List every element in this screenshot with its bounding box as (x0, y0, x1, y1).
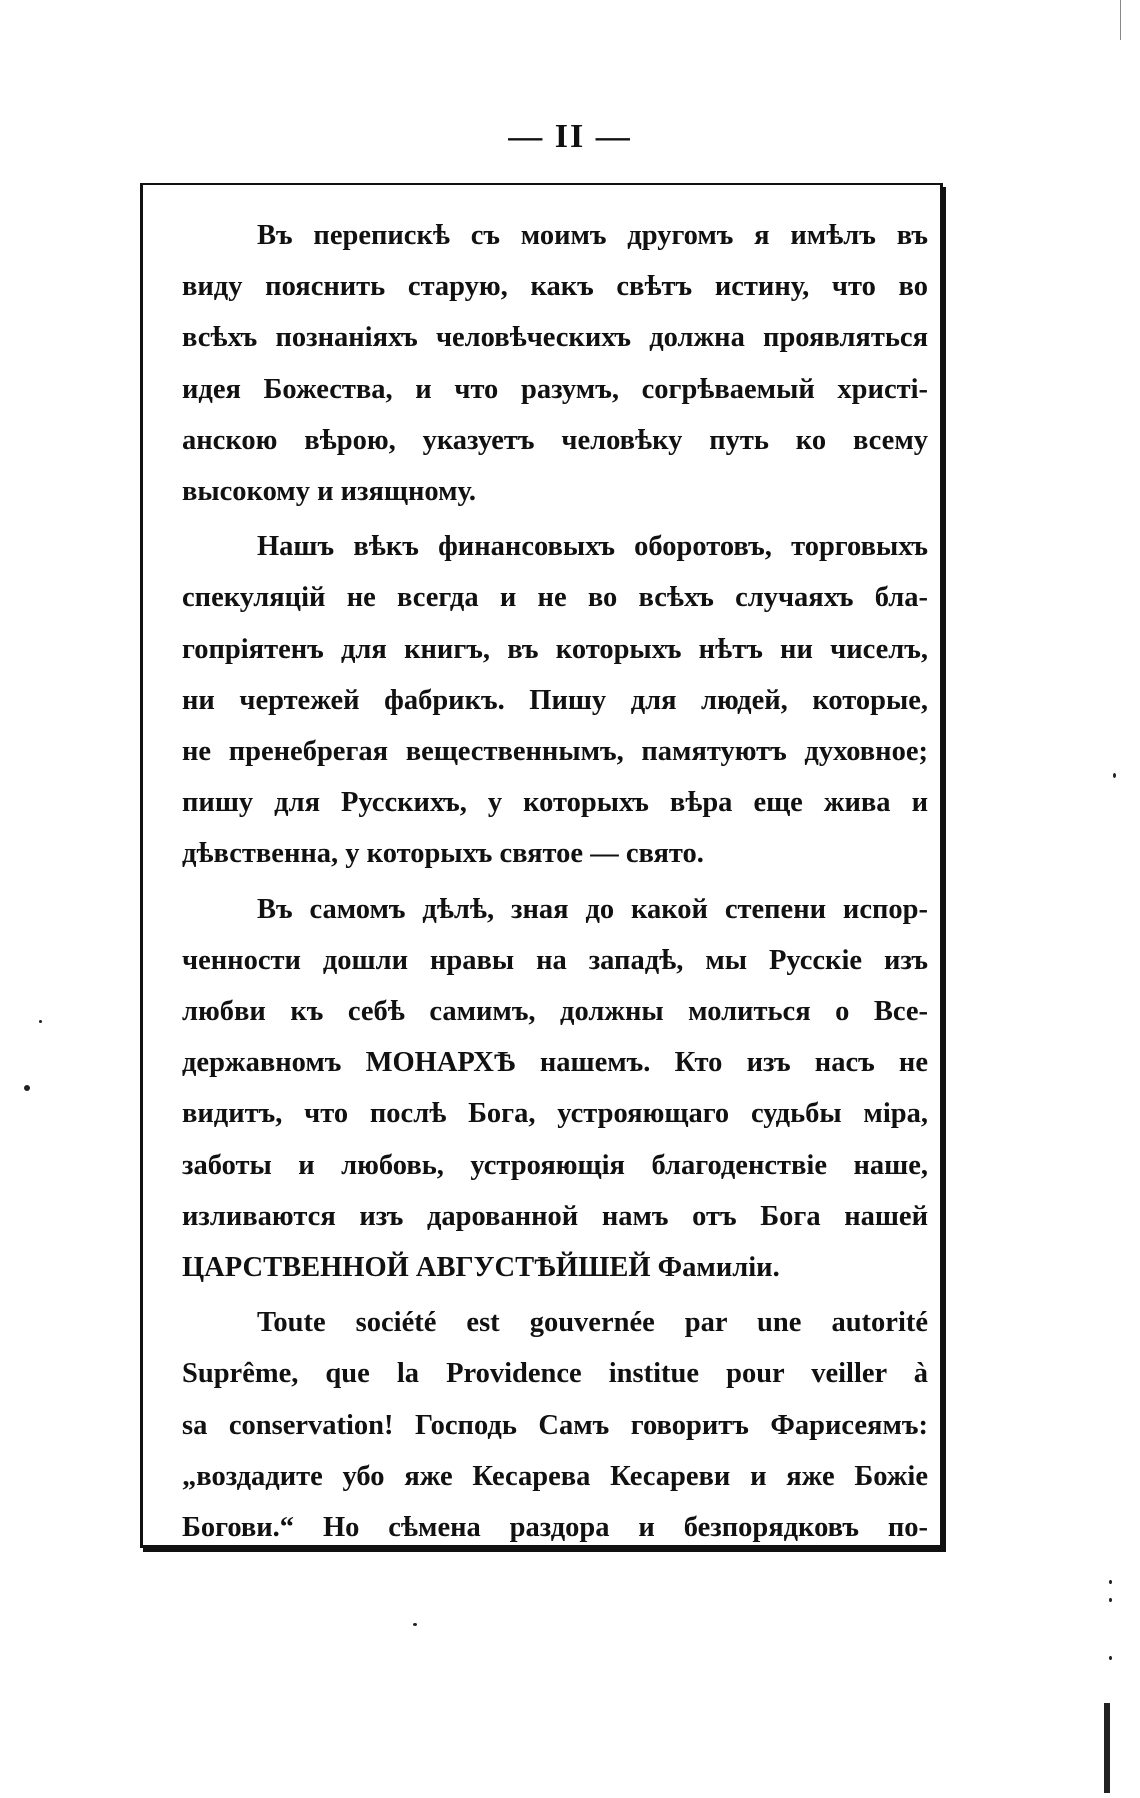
paragraph-4 (182, 1297, 928, 1553)
text-line: изливаются изъ дарованной намъ отъ Бога нашей (182, 1200, 928, 1232)
scan-edge-mark (1120, 0, 1121, 40)
paragraph-2 (182, 521, 928, 879)
scan-speck (1109, 1656, 1112, 1660)
text-line: Toute société est gouvernée par une autorité (257, 1307, 928, 1339)
text-line: высокому и изящному. (182, 476, 477, 508)
text-line: дѣвственна, у которыхъ святое — свято. (182, 838, 704, 870)
scan-speck (1113, 773, 1116, 778)
scan-edge-mark (1104, 1703, 1110, 1793)
text-line: виду пояснить старую, какъ свѣтъ истину, что во (182, 271, 928, 303)
text-line: Suprême, que la Providence institue pour veiller à (182, 1358, 928, 1390)
text-line: sa conservation! Господь Самъ говоритъ Фарисеямъ: (182, 1409, 928, 1441)
text-line: заботы и любовь, устрояющія благоденствіе наше, (182, 1149, 928, 1181)
scan-speck (39, 1020, 42, 1023)
text-line: ченности дошли нравы на западѣ, мы Русскіе изъ (182, 944, 928, 976)
text-line: державномъ МОНАРХѢ нашемъ. Кто изъ насъ не (182, 1047, 928, 1079)
text-line: всѣхъ познаніяхъ человѣческихъ должна проявляться (182, 322, 928, 354)
text-line: пишу для Русскихъ, у которыхъ вѣра еще жива и (182, 787, 928, 819)
scan-speck (1109, 1580, 1112, 1584)
text-line: гопріятенъ для книгъ, въ которыхъ нѣтъ ни чиселъ, (182, 633, 928, 665)
text-line: Нашъ вѣкъ финансовыхъ оборотовъ, торговыхъ (257, 531, 928, 563)
page-number: — II — (508, 118, 632, 155)
scan-speck (24, 1085, 30, 1091)
text-line: видитъ, что послѣ Бога, устрояющаго судьбы міра, (182, 1098, 928, 1130)
text-line: идея Божества, и что разумъ, согрѣваемый христі- (182, 373, 928, 405)
text-line: ЦАРСТВЕННОЙ АВГУСТѢЙШЕЙ Фамиліи. (182, 1252, 780, 1284)
text-line: Въ перепискѣ съ моимъ другомъ я имѣлъ въ (257, 220, 928, 251)
scan-speck (413, 1623, 417, 1626)
text-line: „воздадите убо яже Кесарева Кесареви и яже Божіе (182, 1460, 928, 1492)
body-text (182, 210, 928, 1553)
text-line: не пренебрегая вещественнымъ, памятуютъ духовное; (182, 736, 928, 768)
text-line: Богови.“ Но сѣмена раздора и безпорядковъ по- (182, 1512, 928, 1544)
text-line: анскою вѣрою, указуетъ человѣку путь ко всему (182, 424, 928, 456)
scan-speck (1109, 1598, 1112, 1602)
text-line: любви къ себѣ самимъ, должны молиться о Все- (182, 996, 928, 1028)
text-line: ни чертежей фабрикъ. Пишу для людей, которые, (182, 684, 928, 716)
text-line: Въ самомъ дѣлѣ, зная до какой степени испор- (257, 893, 928, 925)
text-line: спекуляцій не всегда и не во всѣхъ случаяхъ бла- (182, 582, 928, 614)
paragraph-1 (182, 210, 928, 517)
paragraph-3 (182, 884, 928, 1294)
